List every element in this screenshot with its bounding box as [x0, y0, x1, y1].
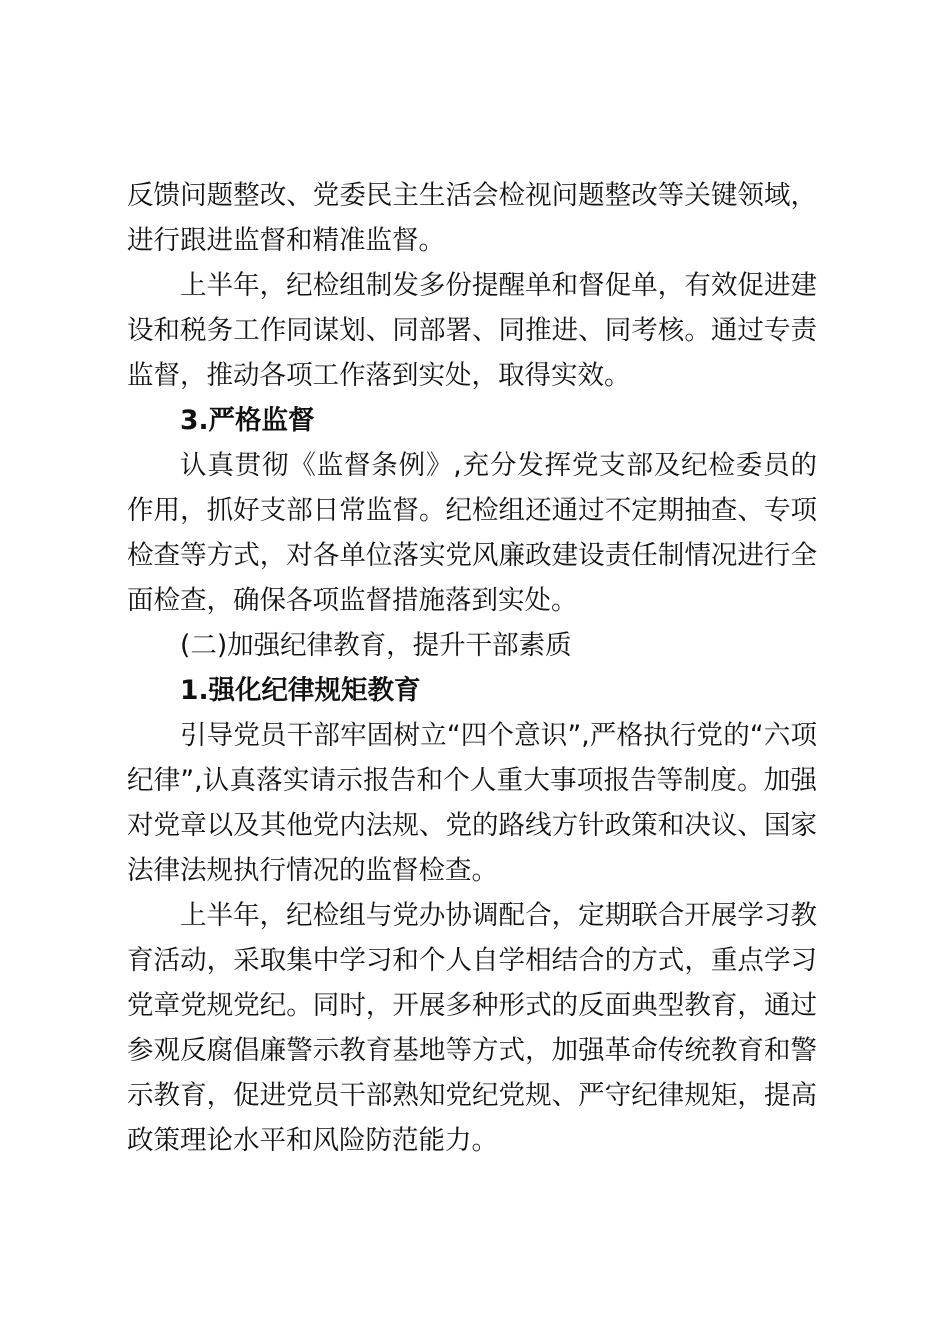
paragraph: 上半年，纪检组制发多份提醒单和督促单，有效促进建设和税务工作同谋划、同部署、同推进、同考核。通过专责监督，推动各项工作落到实处，取得实效。 [127, 270, 817, 391]
paragraph: 认真贯彻《监督条例》,充分发挥党支部及纪检委员的作用，抓好支部日常监督。纪检组还通过不定期抽查、专项检查等方式，对各单位落实党风廉政建设责任制情况进行全面检查，确保各项监督措施落到实处。 [127, 450, 817, 616]
paragraph: 上半年，纪检组与党办协调配合，定期联合开展学习教育活动，采取集中学习和个人自学相结合的方式，重点学习党章党规党纪。同时，开展多种形式的反面典型教育，通过参观反腐倡廉警示教育基地等方式，加强革命传统教育和警示教育，促进党员干部熟知党纪党规、严守纪律规矩，提高政策理论水平和风险防范能力。 [127, 900, 817, 1156]
paragraph: 引导党员干部牢固树立“四个意识”,严格执行党的“六项纪律”,认真落实请示报告和个人重大事项报告等制度。加强对党章以及其他党内法规、党的路线方针政策和决议、国家法律法规执行情况的监督检查。 [127, 720, 817, 886]
subsection-title: (二)加强纪律教育，提升干部素质 [180, 630, 572, 661]
document-body [127, 173, 817, 1163]
paragraph-continued: 反馈问题整改、党委民主生活会检视问题整改等关键领域，进行跟进监督和精准监督。 [127, 180, 817, 256]
section-heading: 1.强化纪律规矩教育 [180, 675, 421, 706]
section-heading: 3.严格监督 [180, 405, 315, 436]
